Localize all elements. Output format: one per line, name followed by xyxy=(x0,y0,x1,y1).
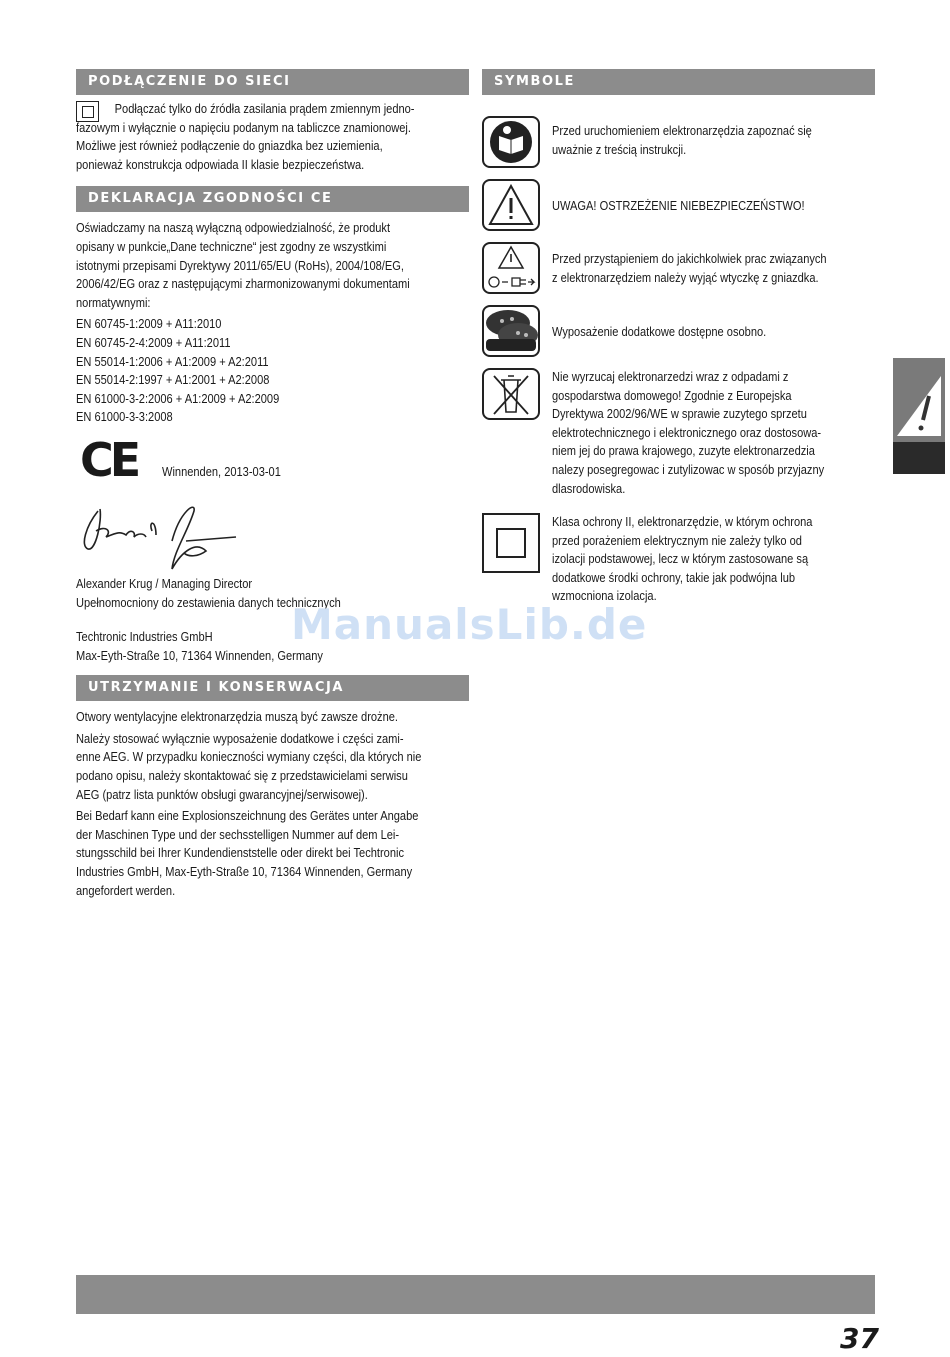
ce-row xyxy=(76,432,469,489)
section-heading-connection: PODŁĄCZENIE DO SIECI xyxy=(76,69,469,95)
left-column xyxy=(76,69,469,903)
warning-triangle-icon xyxy=(482,179,540,231)
symbol-row xyxy=(482,368,875,518)
symbol-row xyxy=(482,242,875,294)
ce-mark: CE xyxy=(80,432,138,487)
symbol-text: Klasa ochrony II, elektronarzędzie, w którym ochrona przed porażeniem elektrycznym nie zależy tylko od izolacji podstawowej, lecz w którym zastosowane są dodatkowe środki ochrony, takie jak podwójna lub wzmocniona izolacja. xyxy=(552,514,813,604)
connection-text: Podłączać tylko do źródła zasilania prądem zmiennym jedno- fazowym i wyłącznie o napięciu podanym na tabliczce znamionowej. Możliwe jest również podłączenie do gniazdka bez uziemienia, ponieważ konstrukcja odpowiada II klasie bezpieczeństwa. xyxy=(76,101,415,172)
signature xyxy=(76,491,469,575)
exclamation-tab-icon xyxy=(893,358,945,442)
place-date: Winnenden, 2013-03-01 xyxy=(162,463,281,479)
section-heading-maintenance: UTRZYMANIE I KONSERWACJA xyxy=(76,675,469,701)
symbol-text: Przed uruchomieniem elektronarzędzia zapoznać się uważnie z treścią instrukcji. xyxy=(552,123,812,157)
standards-list: EN 60745-1:2009 + A11:2010 EN 60745-2-4:2009 + A11:2011 EN 55014-1:2006 + A1:2009 + A2:2011 EN 55014-2:1997 + A1:2001 + A2:2008 EN 61000-3-2:2006 + A1:2009 + A2:2009 EN 61000-3-3:2008 xyxy=(76,316,280,425)
company-address: Techtronic Industries GmbH Max-Eyth-Straße 10, 71364 Winnenden, Germany xyxy=(76,629,323,663)
symbol-row xyxy=(482,116,875,172)
watermark: ManualsLib.de xyxy=(291,600,648,649)
section-heading-symbols: SYMBOLE xyxy=(482,69,875,95)
unplug-warning-icon xyxy=(482,242,540,294)
maintenance-p1: Otwory wentylacyjne elektronarzędzia muszą być zawsze drożne. xyxy=(76,709,399,725)
declaration-section xyxy=(76,219,469,665)
read-manual-icon xyxy=(482,116,540,168)
symbol-row xyxy=(482,179,875,231)
maintenance-section xyxy=(76,708,469,900)
symbol-text: Przed przystąpieniem do jakichkolwiek prac związanych z elektronarzędziem należy wyjąć wtyczkę z gniazdka. xyxy=(552,251,827,285)
maintenance-p3: Bei Bedarf kann eine Explosionszeichnung des Gerätes unter Angabe der Maschinen Type und der sechsstelligen Nummer auf dem Lei- stungsschild bei Ihrer Kundendienststelle oder direkt bei Techtronic Industries GmbH, Max-Eyth-Straße 10, 71364 Winnenden, Germany angefordert werden. xyxy=(76,808,419,898)
connection-section xyxy=(76,100,469,174)
symbol-row xyxy=(482,305,875,357)
page-number: 37 xyxy=(840,1322,879,1355)
declaration-intro: Oświadczamy na naszą wyłączną odpowiedzialność, że produkt opisany w punkcie„Dane techniczne“ jest zgodny ze wszystkimi istotnymi przepisami Dyrektywy 2011/65/EU (RoHs), 2004/108/EG, 2006/42/EG oraz z następującymi zharmonizowanymi dokumentami normatywnymi: xyxy=(76,220,410,310)
section-heading-declaration: DEKLARACJA ZGODNOŚCI CE xyxy=(76,186,469,212)
signer: Alexander Krug / Managing Director Upełnomocniony do zestawienia danych technicznych xyxy=(76,575,341,610)
class-ii-insulation-icon xyxy=(482,513,540,573)
footer-bar xyxy=(76,1275,875,1314)
maintenance-p2: Należy stosować wyłącznie wyposażenie dodatkowe i części zami- enne AEG. W przypadku konieczności wymiany części, dla których nie podano opisu, należy skontaktować się z przedstawicielami serwisu AEG (patrz lista punktów obsługi gwarancyjnej/serwisowej). xyxy=(76,730,422,802)
symbol-text: Wyposażenie dodatkowe dostępne osobno. xyxy=(552,324,767,339)
symbol-text: Nie wyrzucaj elektronarzedzi wraz z odpadami z gospodarstwa domowego! Zgodnie z Europejska Dyrektywa 2002/96/WE w sprawie zuzytego sprzetu elektrotechnicznego i elektronicznego oraz dostosowa- niem jej do prawa krajowego, zuzyte elektronarzedzia nalezy posegregowac i zutylizowac w sposób przyjazny dlasrodowiska. xyxy=(552,369,825,496)
symbol-text: UWAGA! OSTRZEŻENIE NIEBEZPIECZEŃSTWO! xyxy=(552,198,805,213)
side-tab-dark xyxy=(893,442,945,474)
accessories-icon xyxy=(482,305,540,357)
crossed-bin-icon xyxy=(482,368,540,420)
right-column xyxy=(482,69,875,604)
